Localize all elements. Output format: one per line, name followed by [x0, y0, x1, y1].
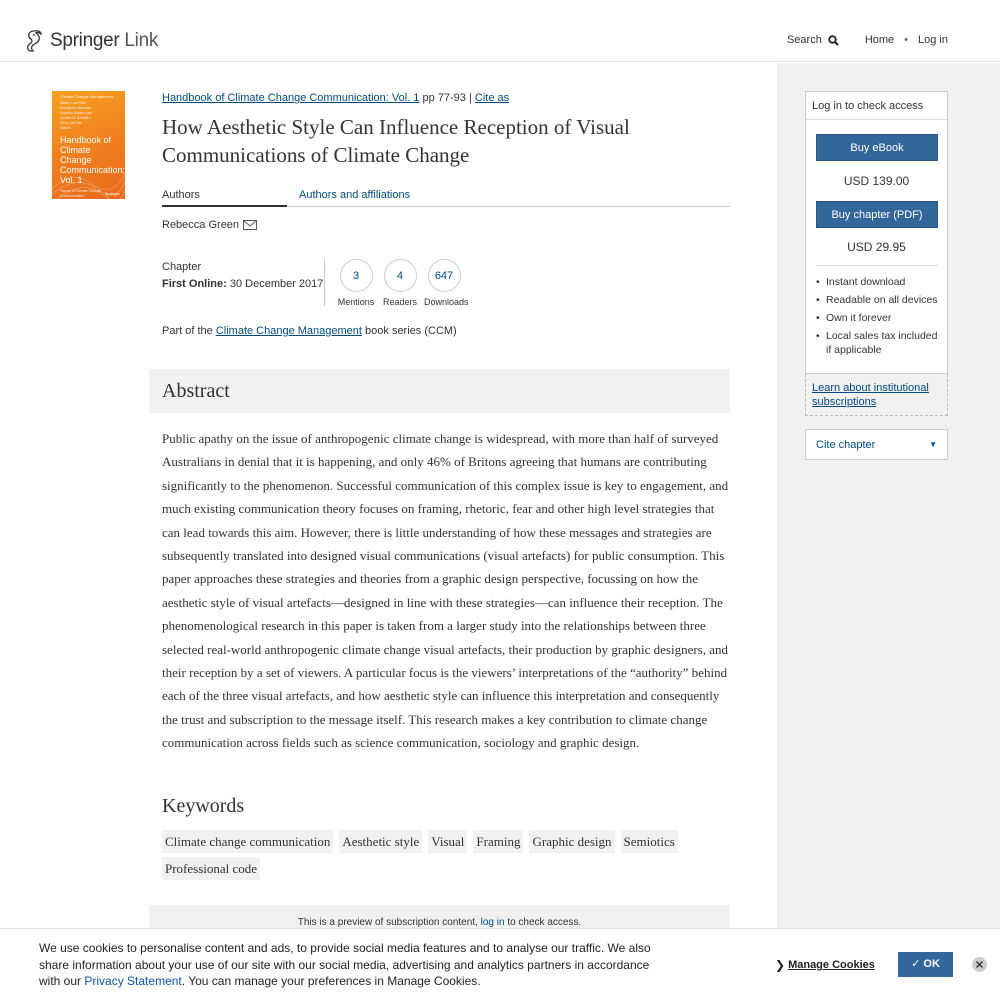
breadcrumb-separator: |	[468, 92, 472, 104]
author-tabs	[162, 187, 730, 207]
keyword: Semiotics	[621, 830, 678, 853]
keyword: Climate change communication	[162, 830, 333, 853]
access-title[interactable]: Log in to check access	[806, 92, 947, 120]
page-range: pp 77-93	[422, 92, 466, 104]
nav-separator: •	[904, 34, 909, 46]
author-name[interactable]: Rebecca Green	[162, 219, 240, 231]
preview-notice: This is a preview of subscription content, log in to check access.	[149, 905, 730, 935]
keyword: Graphic design	[529, 830, 614, 853]
article-metrics	[336, 259, 468, 307]
ebook-price: USD 139.00	[843, 174, 910, 188]
chapter-title: How Aesthetic Style Can Influence Reception of Visual Communications of Climate Change	[162, 115, 630, 167]
chapter-meta	[162, 259, 323, 293]
cover-publisher: Springer	[104, 191, 120, 196]
email-icon[interactable]	[243, 220, 257, 230]
divider	[816, 265, 938, 266]
institutional-subscriptions-link[interactable]: Learn about institutional subscriptions	[812, 382, 929, 408]
abstract-text: Public apathy on the issue of anthropogenic climate change is widespread, with more than half of surveyed Australians in denial that it is happening, and only 46% of Britons agreeing that humans are contributing significantly to the phenomenon. Successful communication of this complex issue is key to engagement, and much existing communication theory focuses on framing, rhetoric, fear and other high level strategies that can lead towards this aim. However, there is little understanding of how these messages and strategies are subsequently translated into designed visual communications (visual artefacts) for public consumption. This paper approaches these strategies and theories from a graphic design perspective, focussing on how the aesthetic style of visual artefacts—designed in line with these strategies—can influence their reception. The phenomenological research in this paper is taken from a larger study into the relationships between three selected real-world anthropogenic climate change visual artefacts, their production by graphic designers, and their reception by a set of viewers. A particular focus is the viewers’ interpretations of the “authority” behind each of the three visual artefacts, and how aesthetic style can influence this interpretation and consequently the trust and subscription to the message itself. This research makes a key contribution to climate change communication across fields such as science communication, sociology and graphic design.	[162, 431, 729, 751]
metric-value: 4	[384, 259, 417, 292]
metric-value: 3	[340, 259, 373, 292]
springer-link-logo[interactable]	[25, 29, 158, 53]
cookie-banner	[0, 928, 1000, 1000]
first-online: First Online: 30 December 2017	[162, 278, 324, 290]
content-type: Chapter	[162, 261, 202, 273]
privacy-statement-link[interactable]: Privacy Statement	[84, 974, 182, 988]
metric-readers[interactable]	[380, 259, 420, 307]
chapter-price: USD 29.95	[847, 240, 906, 254]
search-icon	[828, 35, 839, 46]
buy-ebook-button[interactable]: Buy eBook	[816, 134, 938, 161]
benefit-item: • Local sales tax included if applicable	[816, 329, 941, 357]
cover-series: Climate Change Management	[60, 94, 114, 99]
benefit-item: • Instant download	[816, 275, 941, 289]
keywords-heading: Keywords	[162, 795, 245, 817]
login-link[interactable]: Log in	[918, 34, 948, 46]
preview-login-link[interactable]: log in	[480, 917, 505, 928]
purchase-box	[805, 91, 948, 374]
cite-as-link[interactable]: Cite as	[474, 92, 510, 104]
metric-value: 647	[428, 259, 461, 292]
purchase-benefits	[816, 275, 941, 361]
search-link[interactable]	[787, 34, 839, 46]
cover-title: Handbook of Climate Change Communication: Vol. 1	[60, 135, 125, 185]
book-link[interactable]: Handbook of Climate Change Communication: Vol. 1	[162, 92, 420, 104]
home-link[interactable]: Home	[864, 34, 895, 46]
tab-authors-affiliations[interactable]: Authors and affiliations	[299, 189, 411, 201]
header-nav	[787, 34, 948, 46]
top-strip	[0, 0, 1000, 20]
keyword: Aesthetic style	[339, 830, 422, 853]
metric-label: Readers	[382, 297, 418, 307]
logo-text: Springer Link	[50, 30, 159, 51]
manage-cookies-button[interactable]	[775, 958, 875, 972]
cite-chapter-label: Cite chapter	[816, 439, 876, 451]
benefit-item: • Readable on all devices	[816, 293, 941, 307]
site-header	[0, 20, 1000, 62]
springer-horse-icon	[25, 29, 45, 53]
abstract-heading: Abstract	[162, 380, 230, 402]
cookie-text: We use cookies to personalise content and ads, to provide social media features and to analyse our traffic. We also share information about your use of our site with our social media, advertising and analytics partners in accordance with our Privacy Statement. You can manage your preferences in Manage Cookies.	[39, 941, 651, 988]
breadcrumb	[162, 92, 509, 104]
cite-chapter-dropdown[interactable]	[805, 429, 948, 460]
series-link[interactable]: Climate Change Management	[215, 325, 362, 337]
keyword: Visual	[428, 830, 467, 853]
author	[162, 219, 257, 231]
cookie-ok-button[interactable]: ✓ OK	[898, 952, 953, 977]
abstract-header	[149, 369, 730, 413]
metric-downloads[interactable]	[424, 259, 469, 307]
book-series: Part of the Climate Change Management book series (CCM)	[162, 325, 457, 337]
institutional-box	[805, 374, 948, 416]
cover-subtitle: Theory of Climate Change Communication	[60, 189, 101, 198]
benefit-item: • Own it forever	[816, 311, 941, 325]
manage-cookies-label: Manage Cookies	[788, 959, 875, 971]
keyword: Professional code	[162, 857, 260, 880]
metric-label: Mentions	[337, 297, 375, 307]
caret-down-icon: ▼	[929, 440, 937, 449]
keyword: Framing	[473, 830, 523, 853]
close-icon[interactable]	[972, 957, 987, 972]
tab-authors[interactable]: Authors	[162, 189, 287, 207]
buy-chapter-button[interactable]: Buy chapter (PDF)	[816, 201, 938, 228]
cover-editors: Walter Leal Filho Evangelos Manolas Anabela Marisa Azul Ulisses M. Azeiteiro Henry McGhie Editors	[60, 101, 92, 130]
metric-label: Downloads	[424, 297, 469, 307]
chevron-right-icon: ❯	[775, 958, 786, 972]
keyword-list	[162, 830, 722, 884]
book-cover[interactable]	[52, 91, 125, 199]
meta-divider	[324, 259, 325, 306]
metric-mentions[interactable]	[336, 259, 376, 307]
search-label: Search	[786, 34, 822, 46]
